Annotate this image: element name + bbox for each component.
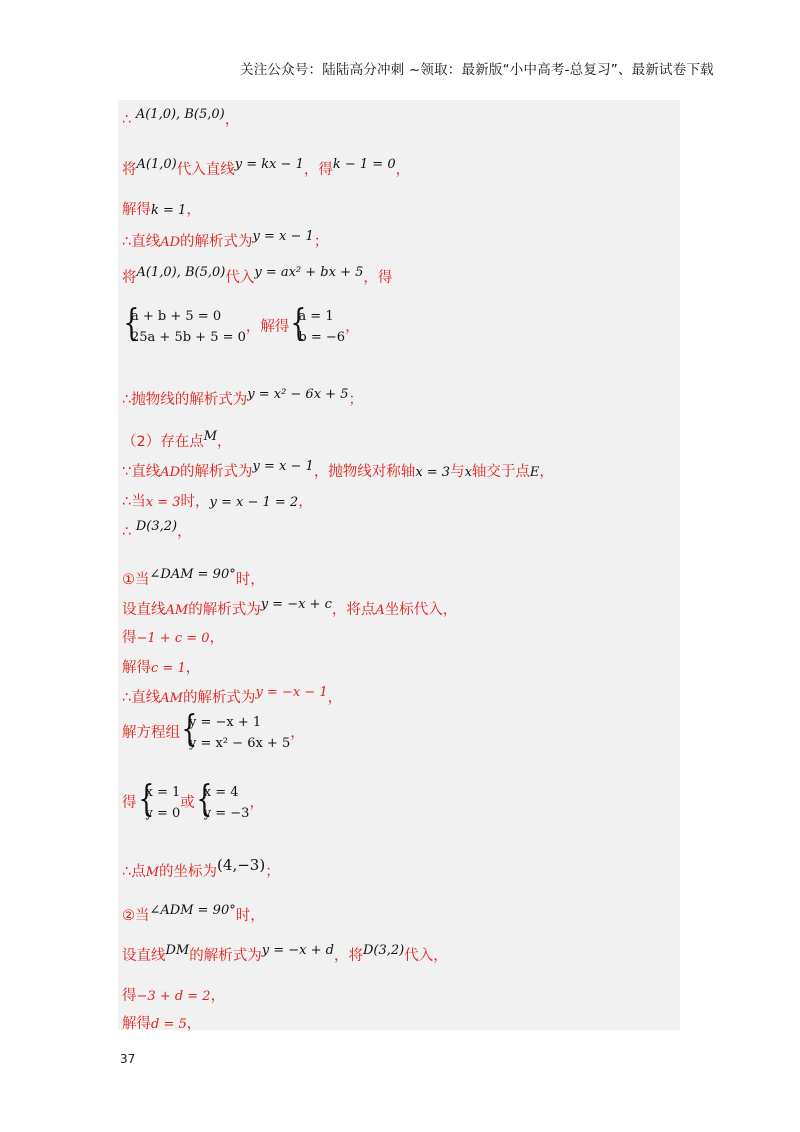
equation: 25a + 5b + 5 = 0	[131, 330, 246, 345]
therefore-symbol: ∴	[122, 524, 136, 540]
text-segment: ，	[539, 464, 554, 480]
text-segment: 得	[122, 795, 137, 811]
math-expression: D(3,2)	[362, 943, 405, 958]
line-7	[122, 388, 363, 409]
math-expression: k = 1	[151, 203, 187, 218]
text-segment: 时，	[180, 494, 210, 510]
text-segment: 的坐标为	[159, 864, 218, 880]
text-segment: ，得	[363, 270, 393, 286]
math-expression: y = −x + c	[260, 597, 332, 612]
text-segment: 的解析式为	[182, 690, 256, 706]
line-22	[122, 984, 225, 1005]
text-segment: 时，	[235, 572, 265, 588]
text-segment: ，	[209, 630, 225, 646]
text-segment: ，抛物线对称轴	[313, 464, 416, 480]
solution-system	[289, 306, 345, 348]
math-expression: A(1,0)	[136, 157, 177, 172]
math-expression: A	[375, 603, 385, 618]
equation: b = −6	[298, 330, 346, 345]
text-segment: ∴点	[122, 864, 146, 880]
text-segment: ，	[290, 725, 305, 741]
text-segment: ∵直线	[122, 464, 161, 480]
equation-system	[122, 306, 246, 348]
text-segment: ∴直线	[122, 690, 161, 706]
line-2	[122, 158, 410, 179]
text-segment: ；	[313, 234, 329, 250]
text-segment: 时，	[235, 908, 265, 924]
text-segment: ∴当	[122, 494, 146, 510]
text-segment: 得	[122, 630, 137, 646]
math-expression: x = 3	[145, 495, 181, 510]
equation: y = 0	[145, 806, 181, 821]
text-segment: ，将点	[331, 602, 376, 618]
line-13	[122, 598, 457, 619]
line-21	[122, 944, 448, 965]
math-expression: (4,−3)	[217, 856, 266, 874]
text-segment: 与	[450, 464, 465, 480]
text-segment: 或	[180, 795, 195, 811]
line-19	[122, 856, 280, 881]
math-expression: x	[464, 465, 472, 480]
text-segment: 设直线	[122, 602, 166, 618]
line-17	[122, 712, 305, 754]
text-segment: 代入，	[404, 948, 448, 964]
math-expression: M	[145, 865, 160, 880]
text-segment: 设直线	[122, 948, 166, 964]
text-segment: ，	[345, 319, 360, 335]
text-segment: 的解析式为	[188, 602, 261, 618]
math-expression: y = kx − 1	[234, 157, 304, 172]
line-16	[122, 686, 342, 707]
line-6	[122, 306, 360, 348]
equation: { x = 4	[203, 785, 239, 800]
equation: { y = −x + 1	[189, 715, 262, 730]
line-8	[122, 430, 232, 451]
text-segment: 得	[122, 988, 137, 1004]
text-segment: 解得	[122, 660, 151, 676]
page-header: 关注公众号：陆陆高分冲刺 ~领取：最新版“小中高考-总复习”、最新试卷下载	[240, 62, 714, 78]
math-expression: E	[529, 465, 540, 480]
line-15	[122, 656, 200, 677]
text-segment: ∴直线	[122, 234, 161, 250]
math-expression: A(1,0), B(5,0)	[135, 107, 225, 122]
math-expression: −1 + c = 0	[136, 631, 210, 646]
math-expression: D(3,2)	[135, 519, 178, 534]
math-expression: c = 1	[151, 661, 186, 676]
solution-system	[137, 782, 181, 824]
math-expression: y = x² − 6x + 5	[247, 387, 349, 402]
line-14	[122, 626, 224, 647]
text-segment: 解得	[122, 202, 151, 218]
solution-system	[195, 782, 250, 824]
math-expression: −3 + d = 2	[136, 989, 211, 1004]
text-segment: 坐标代入，	[384, 602, 458, 618]
math-expression: y = −x − 1	[255, 685, 328, 700]
math-expression: y = ax² + bx + 5	[254, 265, 364, 280]
line-11	[122, 520, 192, 541]
math-expression: AD	[160, 235, 181, 250]
math-expression: AM	[160, 691, 183, 706]
text-segment: ，	[177, 524, 192, 540]
line-12	[122, 568, 265, 589]
line-3	[122, 198, 201, 219]
line-18	[122, 782, 264, 824]
text-segment: 代入	[225, 270, 255, 286]
line-1	[122, 108, 239, 129]
line-4	[122, 230, 328, 251]
line-20	[122, 904, 265, 925]
text-segment: 的解析式为	[180, 234, 253, 250]
text-segment: ，	[185, 660, 201, 676]
math-expression: y = x − 1 = 2	[209, 495, 299, 510]
equation: { x = 1	[145, 785, 181, 800]
math-expression: x = 3	[415, 465, 451, 480]
math-expression: M	[203, 429, 218, 444]
text-segment: ，	[298, 494, 313, 510]
text-segment: ，	[327, 690, 343, 706]
line-10	[122, 490, 313, 511]
line-9	[122, 460, 554, 481]
text-segment: ；	[265, 864, 280, 880]
line-5	[122, 266, 392, 287]
text-segment: 解得	[122, 1016, 151, 1032]
equation: { a + b + 5 = 0	[131, 309, 222, 324]
equation: { a = 1	[298, 309, 334, 324]
math-expression: AM	[165, 603, 189, 618]
math-expression: DM	[165, 943, 190, 958]
math-expression: AD	[160, 465, 181, 480]
text-segment: ，	[395, 162, 411, 178]
text-segment: 的解析式为	[189, 948, 262, 964]
math-expression: ∠ADM = 90°	[149, 903, 236, 918]
text-segment: ，得	[303, 162, 333, 178]
equation: y = x² − 6x + 5	[189, 736, 291, 751]
text-segment: ，	[224, 112, 240, 128]
text-segment: 的解析式为	[180, 464, 253, 480]
text-segment: ，	[249, 795, 264, 811]
math-expression: y = −x + d	[261, 943, 334, 958]
text-segment: 代入直线	[176, 162, 235, 178]
line-23	[122, 1012, 201, 1033]
text-segment: （2）存在点	[122, 434, 204, 450]
text-segment: ，	[186, 202, 201, 218]
equation: y = −3	[203, 806, 250, 821]
text-segment: 解方程组	[122, 725, 180, 741]
text-segment: 将	[122, 270, 137, 286]
math-expression: y = x − 1	[252, 229, 314, 244]
text-segment: ，	[210, 988, 226, 1004]
text-segment: ∴抛物线的解析式为	[122, 392, 248, 408]
math-expression: k − 1 = 0	[332, 157, 396, 172]
text-segment: ；	[348, 392, 363, 408]
text-segment: 轴交于点	[471, 464, 530, 480]
text-segment: ，	[217, 434, 232, 450]
text-segment: ，	[186, 1016, 202, 1032]
text-segment: ，解得	[245, 319, 290, 335]
math-expression: A(1,0), B(5,0)	[136, 265, 226, 280]
text-segment: ①当	[122, 572, 150, 588]
page-number: 37	[120, 1052, 136, 1066]
therefore-symbol: ∴	[122, 112, 136, 128]
math-expression: y = x − 1	[252, 459, 314, 474]
text-segment: 将	[122, 162, 137, 178]
equation-system	[180, 712, 290, 754]
math-expression: ∠DAM = 90°	[149, 567, 236, 582]
text-segment: ，将	[333, 948, 363, 964]
text-segment: ②当	[122, 908, 150, 924]
math-expression: d = 5	[151, 1017, 187, 1032]
